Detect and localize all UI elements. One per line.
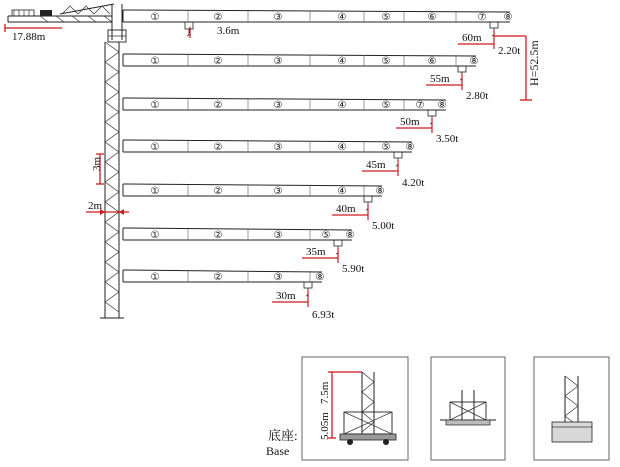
jib-section-number: ⑤: [381, 142, 391, 153]
jib-config-3: [123, 98, 458, 145]
jib-section-number: ②: [213, 186, 223, 197]
counter-jib: [5, 10, 112, 43]
jib-section-number: ⑤: [381, 100, 391, 111]
hook-icon: [185, 22, 193, 36]
jib-config-5: [123, 184, 394, 232]
jib-section-number: ①: [150, 100, 160, 111]
jib-section-number: ①: [150, 186, 160, 197]
jib-section-number: ⑦: [477, 12, 487, 23]
jib-section-number: ③: [273, 56, 283, 67]
jib-section-number: ②: [213, 12, 223, 23]
jib-section-number: ⑧: [345, 230, 355, 241]
jib-length-label: 40m: [336, 203, 356, 215]
base-dim-upper: 7.5m: [319, 381, 331, 404]
jib-section-number: ④: [337, 12, 347, 23]
jib-section-number: ②: [213, 100, 223, 111]
jib-section-number: ②: [213, 142, 223, 153]
jib-section-number: ⑧: [503, 12, 513, 23]
counter-jib-length-label: 17.88m: [12, 31, 46, 43]
jib-length-label: 35m: [306, 246, 326, 258]
jib-depth-dimension: [91, 154, 104, 184]
hook-offset-dimension: [185, 22, 240, 38]
jib-config-4: [123, 140, 424, 189]
tip-load-label: 4.20t: [402, 177, 425, 189]
jib-length-label: 55m: [430, 73, 450, 85]
jib-section-number: ⑧: [405, 142, 415, 153]
jib-length-label: 45m: [366, 159, 386, 171]
jib-section-number: ④: [337, 100, 347, 111]
jib-section-number: ②: [213, 272, 223, 283]
jib-section-number: ①: [150, 56, 160, 67]
jib-section-number: ⑤: [381, 56, 391, 67]
jib-depth-label: 3m: [91, 156, 103, 171]
jib-section-number: ⑤: [381, 12, 391, 23]
base-section: [266, 357, 609, 460]
jib-section-number: ③: [273, 142, 283, 153]
jib-top-chord: [123, 98, 446, 100]
jib-config-1: [123, 10, 520, 57]
tip-load-label: 2.80t: [466, 90, 489, 102]
jib-section-number: ①: [150, 12, 160, 23]
jib-section-number: ④: [337, 142, 347, 153]
tip-load-label: 6.93t: [312, 309, 335, 321]
tip-load-label: 5.90t: [342, 263, 365, 275]
jib-section-number: ⑥: [427, 12, 437, 23]
jib-config-2: [123, 54, 488, 102]
base-label-en: Base: [266, 444, 290, 458]
hook-offset-label: 3.6m: [217, 25, 240, 37]
jib-section-number: ③: [273, 230, 283, 241]
jib-length-label: 60m: [462, 32, 482, 44]
jib-section-number: ④: [337, 186, 347, 197]
jib-section-number: ⑧: [437, 100, 447, 111]
mast-width-label: 2m: [88, 200, 103, 212]
jib-top-chord: [123, 10, 510, 12]
mast-width-dimension: [86, 200, 129, 215]
jib-section-number: ⑤: [321, 230, 331, 241]
base-type-2: [431, 357, 505, 460]
jib-section-number: ①: [150, 230, 160, 241]
jib-length-label: 30m: [276, 290, 296, 302]
base-type-1: [302, 357, 408, 460]
jib-section-number: ③: [273, 12, 283, 23]
jib-top-chord: [123, 140, 412, 142]
jib-config-7: [123, 270, 334, 321]
jib-length-label: 50m: [400, 116, 420, 128]
jib-section-number: ③: [273, 272, 283, 283]
tip-load-label: 3.50t: [436, 133, 459, 145]
jib-section-number: ⑥: [427, 56, 437, 67]
jib-section-number: ③: [273, 186, 283, 197]
jib-configurations: [123, 10, 520, 321]
base-dim-lower: 5.05m: [319, 412, 331, 440]
jib-section-number: ③: [273, 100, 283, 111]
jib-section-number: ⑧: [375, 186, 385, 197]
base-label-cn: 底座:: [268, 428, 298, 443]
jib-section-number: ①: [150, 142, 160, 153]
jib-top-chord: [123, 54, 476, 56]
jib-section-number: ⑧: [315, 272, 325, 283]
jib-section-number: ②: [213, 230, 223, 241]
base-type-3: [534, 357, 609, 460]
jib-section-number: ①: [150, 272, 160, 283]
jib-section-number: ⑧: [469, 56, 479, 67]
tip-load-label: 2.20t: [498, 45, 521, 57]
jib-config-6: [123, 228, 364, 275]
tower-height-label: H=52.5m: [527, 40, 541, 86]
jib-section-number: ②: [213, 56, 223, 67]
jib-section-number: ④: [337, 56, 347, 67]
tip-load-label: 5.00t: [372, 220, 395, 232]
jib-section-number: ⑦: [415, 100, 425, 111]
